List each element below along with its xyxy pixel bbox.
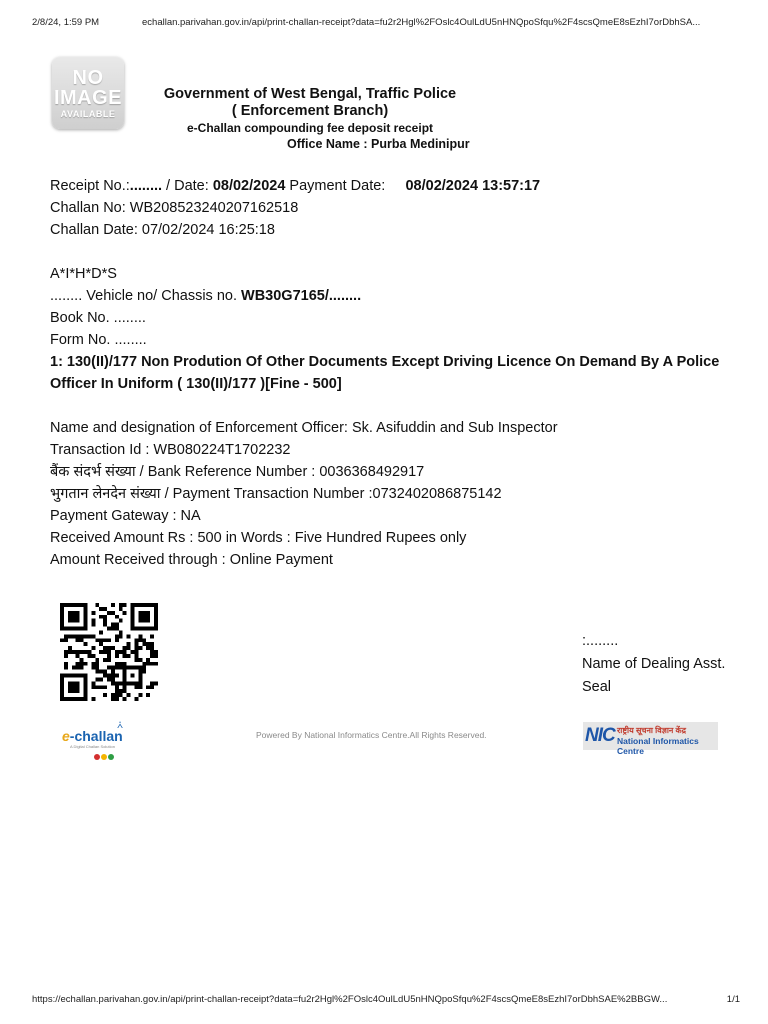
page-title: Government of West Bengal, Traffic Police	[163, 86, 457, 102]
enforcement-officer: Name and designation of Enforcement Officer: Sk. Asifuddin and Sub Inspector	[50, 420, 558, 436]
date-label: / Date:	[162, 178, 213, 194]
yellow-dot	[101, 754, 107, 760]
red-dot	[94, 754, 100, 760]
office-name: Office Name : Purba Medinipur	[287, 137, 470, 151]
vehicle-no: WB30G7165/........	[241, 288, 362, 304]
book-no: Book No. ........	[50, 310, 146, 326]
form-no: Form No. ........	[50, 332, 147, 348]
qr-code	[60, 603, 158, 701]
branch-title: ( Enforcement Branch)	[231, 103, 389, 119]
print-footer-url: https://echallan.parivahan.gov.in/api/print-challan-receipt?data=fu2r2Hgl%2FOslc4OulLdU5nHNQpoSfqu%2F4scsQmeE8sEzhI7orDbhSAE%2BBGW...	[32, 994, 668, 1005]
echallan-logo-word: -challan	[69, 728, 123, 744]
powered-by-text: Powered By National Informatics Centre.All Rights Reserved.	[256, 730, 487, 740]
wifi-icon: ⩑	[117, 720, 124, 731]
receipt-header	[0, 86, 620, 135]
no-image-line3: AVAILABLE	[60, 108, 116, 119]
receipt-line	[50, 175, 730, 197]
nic-hindi-name: राष्ट्रीय सूचना विज्ञान केंद्र	[617, 726, 686, 735]
echallan-logo-e: e	[62, 728, 70, 744]
received-amount: Received Amount Rs : 500 in Words : Five Hundred Rupees only	[50, 530, 467, 546]
print-url: echallan.parivahan.gov.in/api/print-challan-receipt?data=fu2r2Hgl%2FOslc4OulLdU5nHNQpoSfqu%2F4scsQmeE8sEzhI7orDbhSA...	[142, 17, 701, 28]
no-image-line1: NO	[72, 66, 104, 89]
dealing-assistant-label: Name of Dealing Asst.	[582, 656, 726, 672]
bank-reference: बैंक संदर्भ संख्या / Bank Reference Number : 0036368492917	[50, 464, 425, 480]
payment-date: 08/02/2024 13:57:17	[405, 178, 541, 194]
echallan-logo	[60, 720, 130, 756]
page-number: 1/1	[726, 994, 740, 1005]
challan-no: Challan No: WB208523240207162518	[50, 200, 299, 216]
seal-label: Seal	[582, 679, 612, 695]
offense-description: 1: 130(II)/177 Non Prodution Of Other Documents Except Driving Licence On Demand By A Police Officer In Uniform ( 130(II)/177 )[Fine - 500]	[50, 354, 720, 392]
payment-transaction-number: भुगतान लेनदेन संख्या / Payment Transaction Number :0732402086875142	[50, 486, 502, 502]
seal-block	[582, 630, 725, 699]
payment-gateway: Payment Gateway : NA	[50, 508, 201, 524]
vehicle-label: ........ Vehicle no/ Chassis no.	[50, 288, 242, 304]
receipt-subtitle: e-Challan compounding fee deposit receipt	[186, 121, 434, 135]
receipt-no: ........	[129, 178, 163, 194]
seal-dots: :........	[582, 633, 619, 649]
receipt-date: 08/02/2024	[212, 178, 286, 194]
echallan-tagline: A Digital Challan Solution	[70, 744, 115, 749]
print-datetime: 2/8/24, 1:59 PM	[32, 17, 100, 28]
traffic-light-icon	[94, 747, 115, 765]
nic-logo	[583, 722, 718, 756]
payment-date-label: Payment Date:	[285, 178, 390, 194]
receipt-body	[50, 175, 730, 571]
receipt-no-label: Receipt No.:	[50, 178, 130, 194]
green-dot	[108, 754, 114, 760]
transaction-id: Transaction Id : WB080224T1702232	[50, 442, 291, 458]
amount-received-through: Amount Received through : Online Payment	[50, 552, 333, 568]
no-image-line2: IMAGE	[53, 86, 123, 109]
nic-english-name: National Informatics Centre	[617, 736, 699, 756]
challan-date: Challan Date: 07/02/2024 16:25:18	[50, 222, 275, 238]
vehicle-line	[50, 285, 730, 307]
owner-name: A*I*H*D*S	[50, 266, 117, 282]
nic-mark: NIC	[585, 725, 615, 746]
